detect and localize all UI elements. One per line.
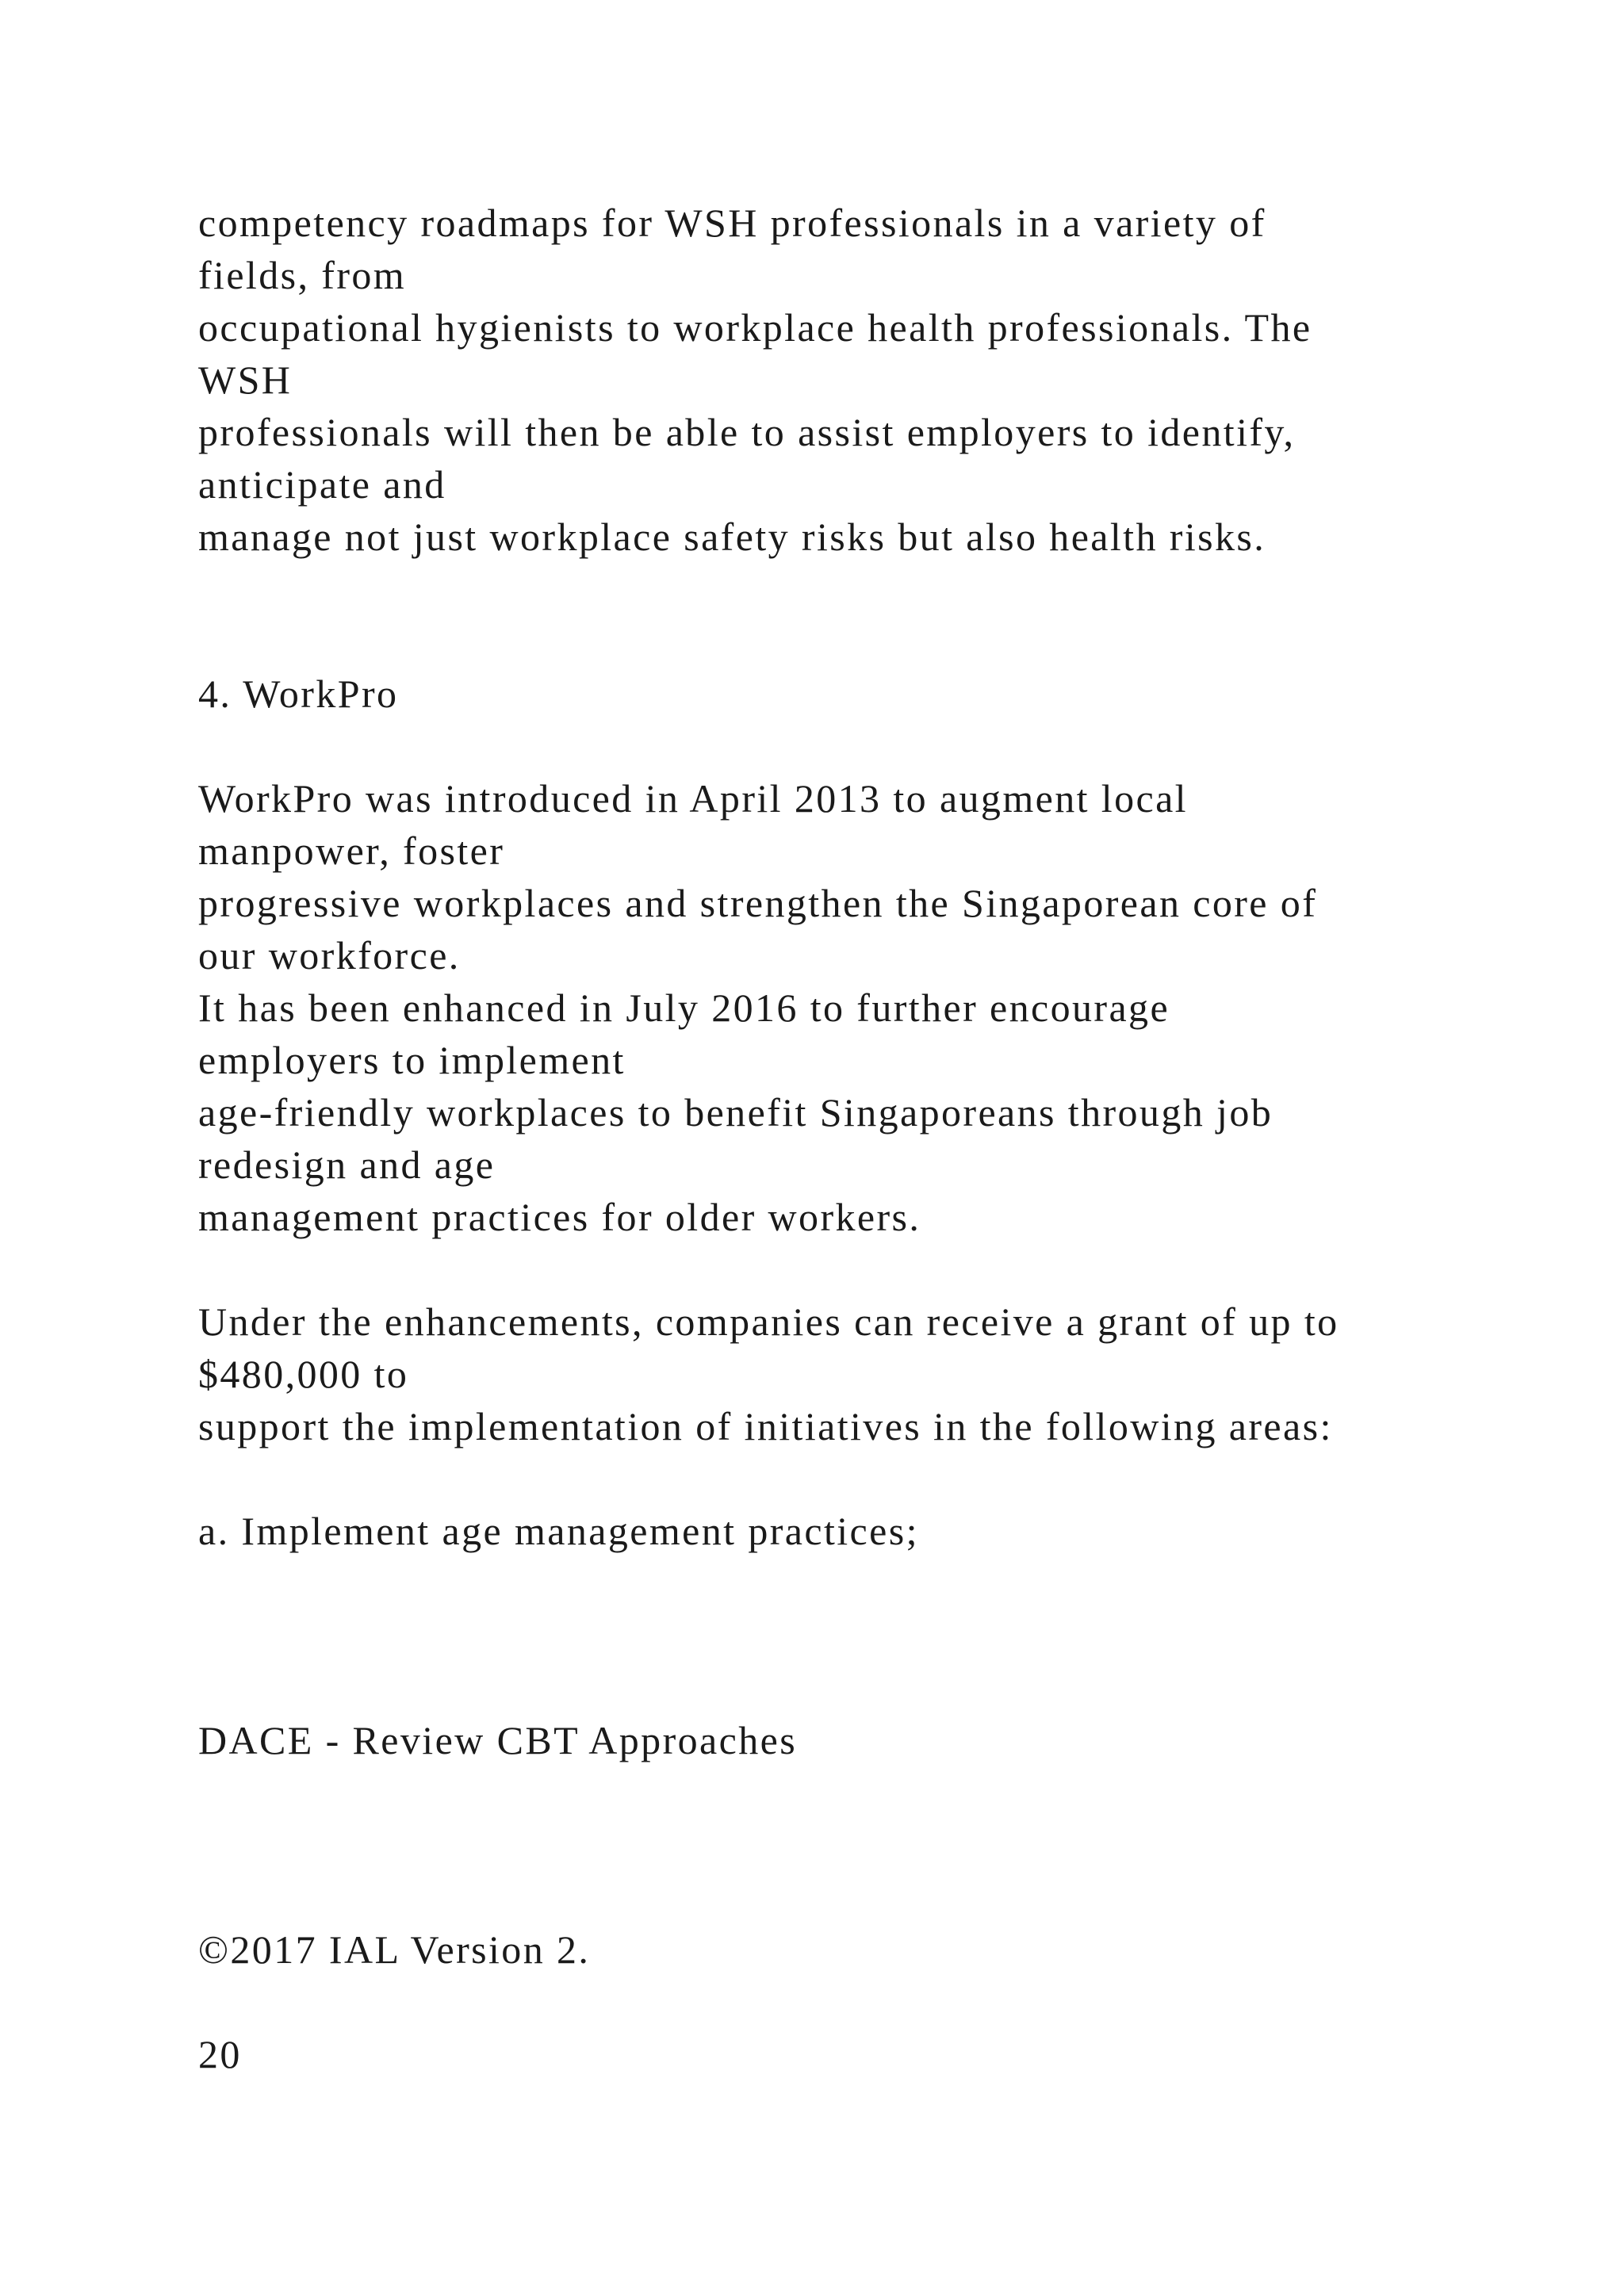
workpro-paragraph-line-7: age-friendly workplaces to benefit Singaporeans through job [198,1090,1274,1135]
wsh-paragraph-line-7: manage not just workplace safety risks but also health risks. [198,515,1266,559]
workpro-paragraph-line-3: progressive workplaces and strengthen the Singaporean core of [198,881,1318,925]
workpro-paragraph-line-8: redesign and age [198,1142,496,1187]
wsh-paragraph-line-5: professionals will then be able to assist employers to identify, [198,410,1296,454]
page-number: 20 [198,2032,242,2076]
workpro-paragraph-line-5: It has been enhanced in July 2016 to further encourage [198,985,1170,1030]
workpro-paragraph-line-9: management practices for older workers. [198,1195,921,1239]
grant-paragraph-line-1: Under the enhancements, companies can receive a grant of up to [198,1299,1339,1344]
wsh-paragraph-line-1: competency roadmaps for WSH professionals in a variety of [198,201,1266,245]
wsh-paragraph-line-4: WSH [198,358,293,402]
wsh-paragraph-line-6: anticipate and [198,462,446,507]
workpro-paragraph-line-1: WorkPro was introduced in April 2013 to augment local [198,776,1188,821]
list-item-a: a. Implement age management practices; [198,1509,919,1553]
workpro-paragraph-line-4: our workforce. [198,933,461,978]
copyright-notice: ©2017 IAL Version 2. [198,1927,591,1972]
wsh-paragraph-line-2: fields, from [198,253,407,297]
grant-paragraph-line-2: $480,000 to [198,1352,409,1396]
wsh-paragraph-line-3: occupational hygienists to workplace health professionals. The [198,305,1312,350]
workpro-paragraph-line-2: manpower, foster [198,828,505,873]
grant-paragraph-line-3: support the implementation of initiatives in the following areas: [198,1404,1333,1448]
section-heading: 4. WorkPro [198,672,399,716]
workpro-paragraph-line-6: employers to implement [198,1038,626,1082]
footer-title: DACE - Review CBT Approaches [198,1718,798,1762]
